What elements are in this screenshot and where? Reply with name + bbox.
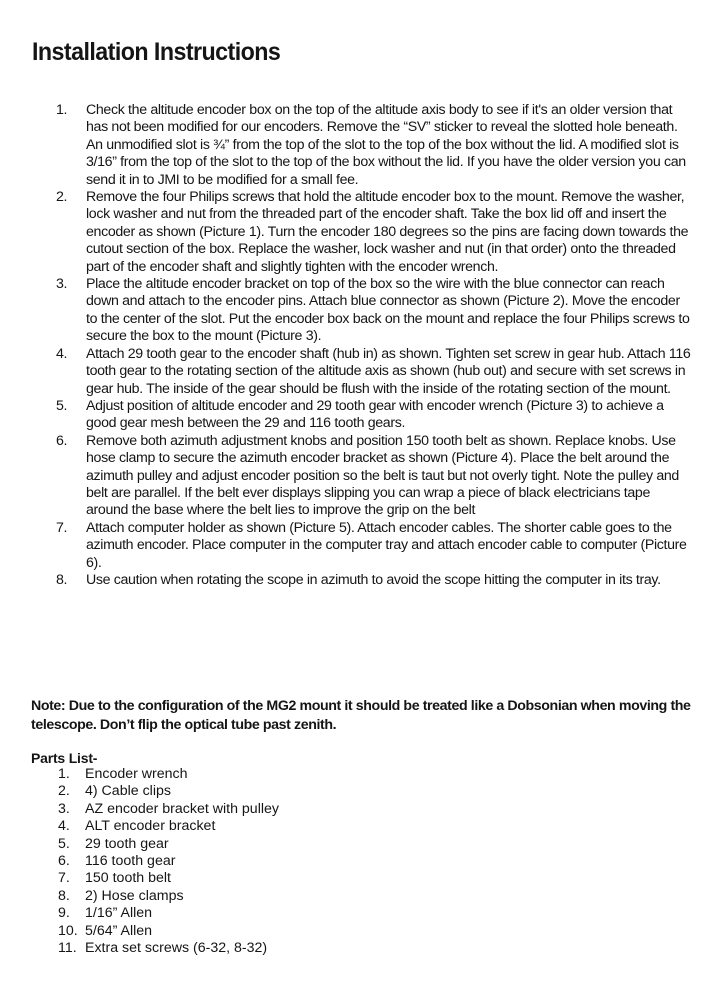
step-number: 1. [56, 102, 68, 118]
step-item [54, 346, 694, 398]
part-text: Encoder wrench [85, 766, 188, 782]
part-item [58, 940, 279, 957]
part-item [58, 801, 279, 818]
step-text: Place the altitude encoder bracket on top of the box so the wire with the blue connector can reach down and attach to the encoder pins. Attach blue connector as shown (Picture 2). Move the encoder to the center of the slot. Put the encoder box back on the mount and replace the four Philips screws to secure the box to the mount (Picture 3). [86, 276, 690, 345]
part-item [58, 818, 279, 835]
part-number: 1. [58, 766, 70, 782]
step-text: Remove the four Philips screws that hold the altitude encoder box to the mount. Remove the washer, lock washer and nut from the threaded part of the encoder shaft. Take the box lid off and insert the encoder as shown (Picture 1). Turn the encoder 180 degrees so the pins are facing down towards the cutout section of the box. Replace the washer, lock washer and nut (in that order) onto the threaded part of the encoder shaft and slightly tighten with the encoder wrench. [86, 189, 689, 275]
step-item [54, 520, 694, 572]
step-item [54, 572, 694, 589]
part-number: 5. [58, 835, 70, 852]
step-text: Attach 29 tooth gear to the encoder shaft (hub in) as shown. Tighten set screw in gear hub. Attach 116 tooth gear to the rotating section of the altitude axis as shown (hub out) and secure with set screws in gear hub. The inside of the gear should be flush with the inside of the rotating section of the mount. [86, 345, 691, 397]
part-item [58, 870, 279, 887]
part-item [58, 783, 279, 800]
step-number: 8. [56, 571, 68, 588]
part-text: AZ encoder bracket with pulley [85, 800, 279, 817]
step-item [54, 276, 694, 346]
step-item [54, 189, 694, 276]
part-number: 11. [58, 940, 77, 957]
step-number: 3. [56, 276, 68, 293]
step-text: Check the altitude encoder box on the top of the altitude axis body to see if it's an older version that has not been modified for our encoders. Remove the “SV” sticker to reveal the slotted hole beneath. An unmodified slot is ¾” from the top of the slot to the top of the box without the lid. A modified slot is 3/16” from the top of the slot to the top of the box without the lid. If you have the older version you can send it in to JMI to be modified for a small fee. [86, 102, 686, 188]
part-text: Extra set screws (6-32, 8-32) [85, 940, 268, 957]
part-number: 7. [58, 870, 70, 887]
part-number: 6. [58, 853, 70, 870]
part-text: 5/64” Allen [85, 922, 153, 939]
part-number: 4. [58, 818, 70, 835]
part-item [58, 905, 279, 922]
step-item [54, 398, 694, 433]
part-item [58, 766, 279, 783]
part-text: 150 tooth belt [85, 870, 171, 887]
instruction-steps [54, 102, 694, 589]
part-number: 9. [58, 905, 70, 922]
part-item [58, 853, 279, 870]
part-text: 116 tooth gear [85, 853, 176, 870]
step-text: Use caution when rotating the scope in azimuth to avoid the scope hitting the computer in its tray. [86, 571, 661, 588]
step-item [54, 102, 694, 189]
part-text: 29 tooth gear [85, 835, 169, 852]
step-item [54, 433, 694, 520]
step-number: 4. [56, 345, 68, 362]
parts-list [58, 766, 279, 957]
part-number: 2. [58, 783, 70, 800]
part-text: 4) Cable clips [85, 783, 171, 800]
step-number: 2. [56, 189, 68, 206]
page-title: Installation Instructions [32, 38, 281, 66]
part-text: 2) Hose clamps [85, 887, 184, 904]
step-number: 5. [56, 397, 68, 414]
step-text: Remove both azimuth adjustment knobs and position 150 tooth belt as shown. Replace knobs. Use hose clamp to secure the azimuth encoder bracket as shown (Picture 4). Place the belt around the azimuth pulley and adjust encoder position so the belt is taut but not overly tight. Note the pulley and belt are parallel. If the belt ever displays slipping you can wrap a piece of black electricians tape around the base where the belt lies to improve the grip on the belt [86, 432, 679, 519]
step-text: Attach computer holder as shown (Picture 5). Attach encoder cables. The shorter cable goes to the azimuth encoder. Place computer in the computer tray and attach encoder cable to computer (Picture 6). [86, 519, 687, 571]
part-item [58, 836, 279, 853]
step-number: 7. [56, 519, 68, 536]
part-number: 8. [58, 887, 70, 904]
part-number: 3. [58, 800, 70, 817]
note-text: Note: Due to the configuration of the MG2 mount it should be treated like a Dobsonian when moving the telescope. Don’t flip the optical tube past zenith. [31, 698, 691, 733]
part-text: 1/16” Allen [85, 905, 153, 922]
part-number: 10. [58, 922, 78, 939]
part-text: ALT encoder bracket [85, 818, 216, 835]
part-item [58, 888, 279, 905]
step-text: Adjust position of altitude encoder and 29 tooth gear with encoder wrench (Picture 3) to achieve a good gear mesh between the 29 and 116 tooth gears. [86, 397, 664, 432]
parts-list-heading: Parts List- [31, 750, 98, 766]
step-number: 6. [56, 432, 68, 449]
part-item [58, 923, 279, 940]
